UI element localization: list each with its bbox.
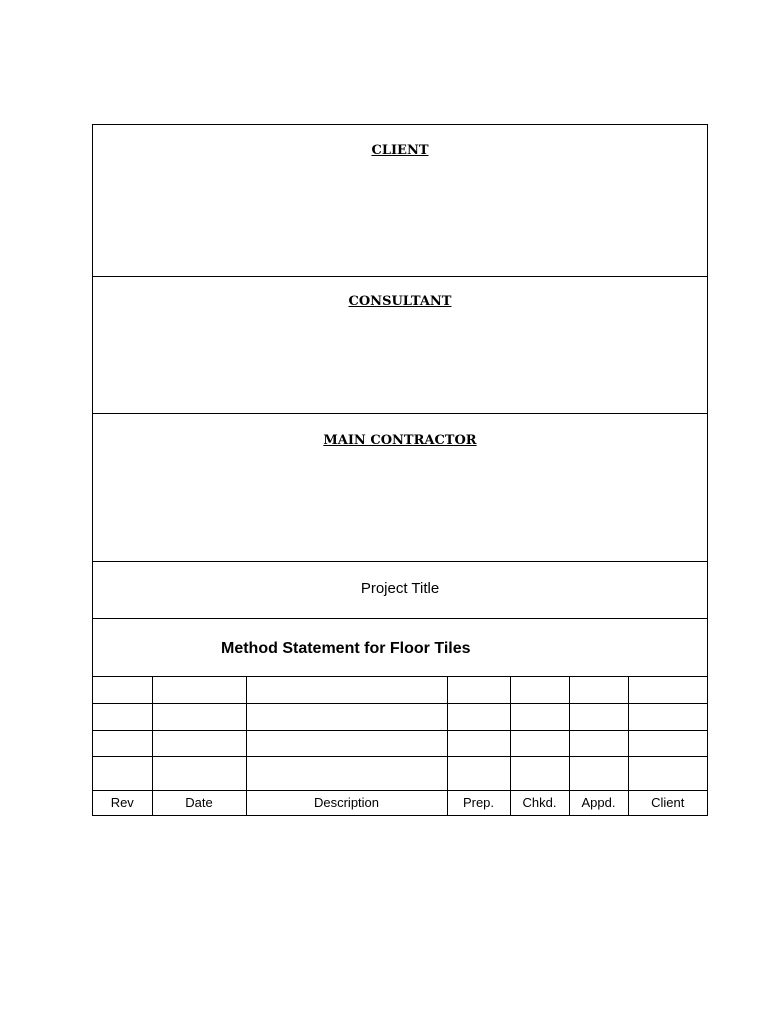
prep-header: Prep. (447, 790, 510, 815)
main-contractor-section (93, 414, 707, 562)
revision-row (93, 703, 707, 730)
prep-cell (447, 730, 510, 756)
date-header: Date (152, 790, 246, 815)
client-cell (628, 677, 707, 703)
description-cell (246, 756, 447, 790)
client-heading: CLIENT (371, 143, 429, 158)
cover-sheet (92, 124, 708, 816)
rev-cell (93, 703, 152, 730)
client-cell (628, 703, 707, 730)
consultant-section (93, 277, 707, 414)
date-cell (152, 703, 246, 730)
project-title-label: Project Title (360, 580, 440, 597)
description-cell (246, 677, 447, 703)
client-cell (628, 756, 707, 790)
document-title-section (93, 619, 707, 677)
revision-header-row (93, 790, 707, 815)
appd-header: Appd. (569, 790, 628, 815)
date-cell (152, 756, 246, 790)
project-title-section (93, 562, 707, 619)
rev-cell (93, 730, 152, 756)
rev-header: Rev (93, 790, 152, 815)
revision-row (93, 730, 707, 756)
appd-cell (569, 756, 628, 790)
client-cell (628, 730, 707, 756)
prep-cell (447, 677, 510, 703)
document-title: Method Statement for Floor Tiles (221, 640, 471, 657)
revision-row (93, 756, 707, 790)
date-cell (152, 677, 246, 703)
appd-cell (569, 677, 628, 703)
appd-cell (569, 730, 628, 756)
prep-cell (447, 756, 510, 790)
description-cell (246, 730, 447, 756)
appd-cell (569, 703, 628, 730)
rev-cell (93, 756, 152, 790)
date-cell (152, 730, 246, 756)
description-cell (246, 703, 447, 730)
description-header: Description (246, 790, 447, 815)
revision-table (93, 677, 707, 815)
revision-row (93, 677, 707, 703)
rev-cell (93, 677, 152, 703)
chkd-header: Chkd. (510, 790, 569, 815)
client-header: Client (628, 790, 707, 815)
consultant-heading: CONSULTANT (348, 294, 452, 309)
chkd-cell (510, 756, 569, 790)
chkd-cell (510, 730, 569, 756)
main-contractor-heading: MAIN CONTRACTOR (323, 433, 477, 448)
client-section (93, 125, 707, 277)
prep-cell (447, 703, 510, 730)
chkd-cell (510, 677, 569, 703)
chkd-cell (510, 703, 569, 730)
